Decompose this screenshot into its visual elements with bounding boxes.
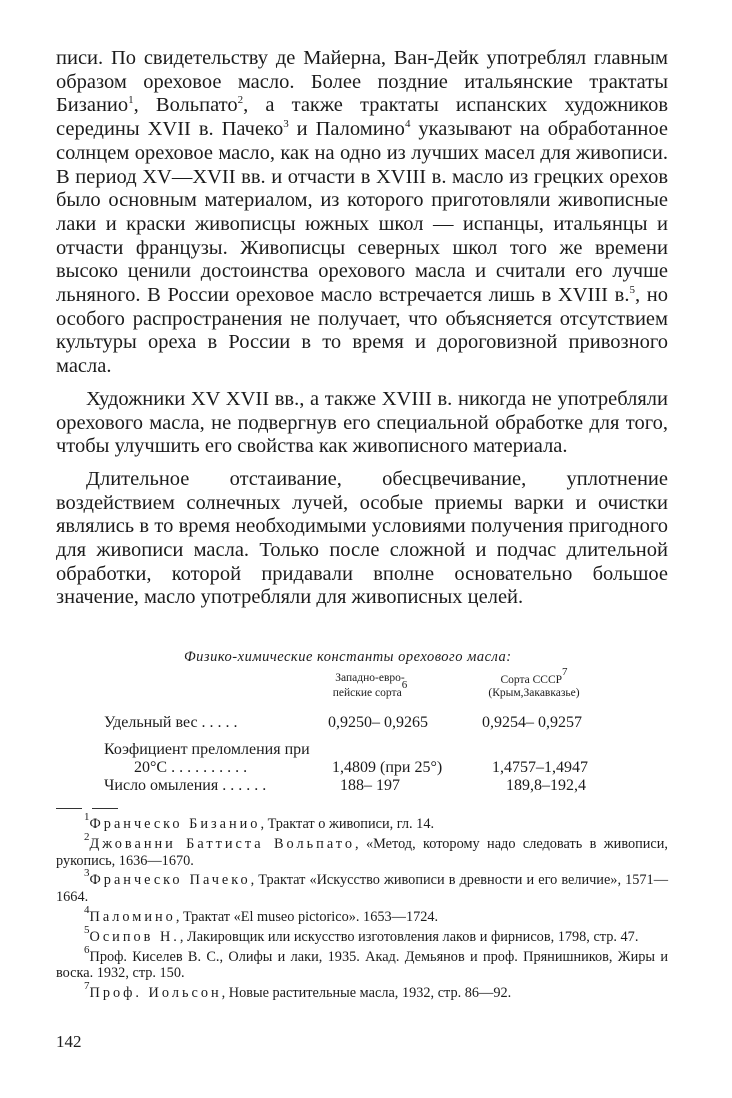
column-header-line: (Крым,Закавказье): [488, 687, 580, 699]
table-row-label: 20°С . . . . . . . . . .: [134, 759, 248, 776]
footnote-author: Проф. Иольсон: [89, 985, 222, 1002]
footnote-ref: 4: [404, 118, 411, 131]
table-cell: 0,9250– 0,9265: [328, 714, 428, 731]
table-caption: Физико-химические константы орехового масла:: [184, 649, 512, 665]
footnote-author: Джованни Баттиста Вольпато: [89, 835, 356, 852]
paragraph-2: Художники XV XVII вв., а также XVIII в. никогда не употребляли орехового масла, не подвергнув его специальной обработке для того, чтобы улучшить его свойства как живописного материала.: [56, 387, 668, 458]
footnote-ref: 6: [401, 679, 408, 691]
footnote: [56, 830, 668, 870]
footnote-ref: 1: [128, 94, 134, 107]
footnote-number: 4: [84, 903, 90, 916]
footnote: [56, 923, 668, 946]
table-row-label: Коэфициент преломления при: [104, 741, 310, 758]
text-run: , а также трактаты испанских художников середины XVII в. Пачеко: [56, 94, 668, 141]
footnote-rule: [92, 808, 118, 809]
footnote-text: , Трактат «Искусство живописи в древности и его величие», 1571—1664.: [56, 872, 668, 906]
footnote: [56, 811, 668, 833]
footnote-text: , Трактат «El museo pictorico». 1653—1724.: [175, 908, 439, 925]
table-cell: 1,4809 (при 25°): [332, 759, 443, 776]
footnote-text: , Трактат о живописи, гл. 14.: [260, 816, 435, 832]
table-cell: 1,4757–1,4947: [492, 759, 588, 776]
table-cell: 0,9254– 0,9257: [482, 714, 582, 731]
footnote-number: 7: [84, 980, 90, 993]
footnote-number: 5: [84, 923, 90, 936]
page-number: 142: [56, 1032, 82, 1051]
column-header-line: пейские сорта: [332, 687, 402, 699]
footnote-text: , «Метод, которому надо следовать в живописи, рукопись, 1636—1670.: [56, 835, 668, 869]
footnote: [56, 980, 668, 1002]
paragraph-1: [56, 47, 668, 379]
footnote-number: 6: [84, 943, 90, 956]
footnote-text: , Новые растительные масла, 1932, стр. 86—92.: [221, 985, 512, 1002]
column-header-line: Сорта СССР: [500, 674, 563, 686]
footnotes: [56, 811, 669, 1005]
table-cell: 188– 197: [340, 777, 400, 794]
text-run: , но особого распространения не получает, что объясняется отсутствием культуры ореха в России в то время и дороговизной привозного масла.: [56, 284, 668, 378]
column-header-western: [300, 672, 440, 700]
table-row-label: Удельный вес . . . . .: [104, 714, 238, 731]
footnote-number: 1: [84, 811, 90, 823]
footnote-rule: [56, 808, 82, 809]
footnote: [56, 867, 668, 906]
footnote-ref: 7: [562, 666, 568, 678]
footnote-text: , Лакировщик или искусство изготовления лаков и фирнисов, 1798, стр. 47.: [179, 928, 639, 945]
main-text: [56, 47, 668, 619]
footnote-ref: 5: [629, 284, 635, 297]
text-run: и Паломино: [288, 118, 405, 141]
footnote: [56, 903, 668, 926]
column-header-ussr: [444, 666, 624, 700]
footnote-number: 3: [84, 867, 90, 880]
table-cell: 189,8–192,4: [506, 777, 586, 794]
footnote-author: Паломино: [89, 908, 176, 925]
text-run: писи. По свидетельству де Майерна, Ван-Дейк употреблял главным образом ореховое масло. Более поздние итальянские трактаты Бизанио: [56, 47, 668, 117]
footnote-ref: 2: [237, 94, 244, 107]
table-row-label: Число омыления . . . . . .: [104, 777, 267, 794]
footnote-author: Франческо Пачеко: [89, 872, 251, 889]
footnote-text: , Олифы и лаки, 1935. Акад. Демьянов и проф. Прянишников, Жиры и воска. 1932, стр. 150.: [56, 948, 669, 982]
footnote-ref: 3: [283, 118, 289, 131]
text-run: указывают на обработанное солнцем ореховое масло, как на одно из лучших масел для живописи. В период XV—XVII вв. и отчасти в XVIII в. масло из грецких орехов было основным материалом, из которого приготовляли живописные лаки и краски живописцы южных школ — испанцы, итальянцы и отчасти французы. Живописцы северных школ того же времени высоко ценили достоинства орехового масла и считали его лучше льняного. В России ореховое масло встречается лишь в XVIII в.: [56, 118, 668, 307]
footnote-number: 2: [84, 830, 90, 843]
footnote-author: Осипов Н.: [89, 928, 180, 945]
footnote: [56, 943, 669, 983]
paragraph-3: Длительное отстаивание, обесцвечивание, уплотнение воздействием солнечных лучей, особые приемы варки и очистки являлись в то время необходимыми условиями получения пригодного для живописи масла. Только после сложной и подчас длительной обработки, которой придавали вполне основательно большое значение, масло употребляли для живописных целей.: [56, 467, 668, 609]
text-run: , Вольпато: [133, 94, 238, 117]
footnote-author: Франческо Бизанио: [89, 816, 261, 832]
column-header-line: Западно-евро-: [335, 672, 405, 684]
footnote-author: Проф. Киселев В. С.: [89, 948, 220, 965]
